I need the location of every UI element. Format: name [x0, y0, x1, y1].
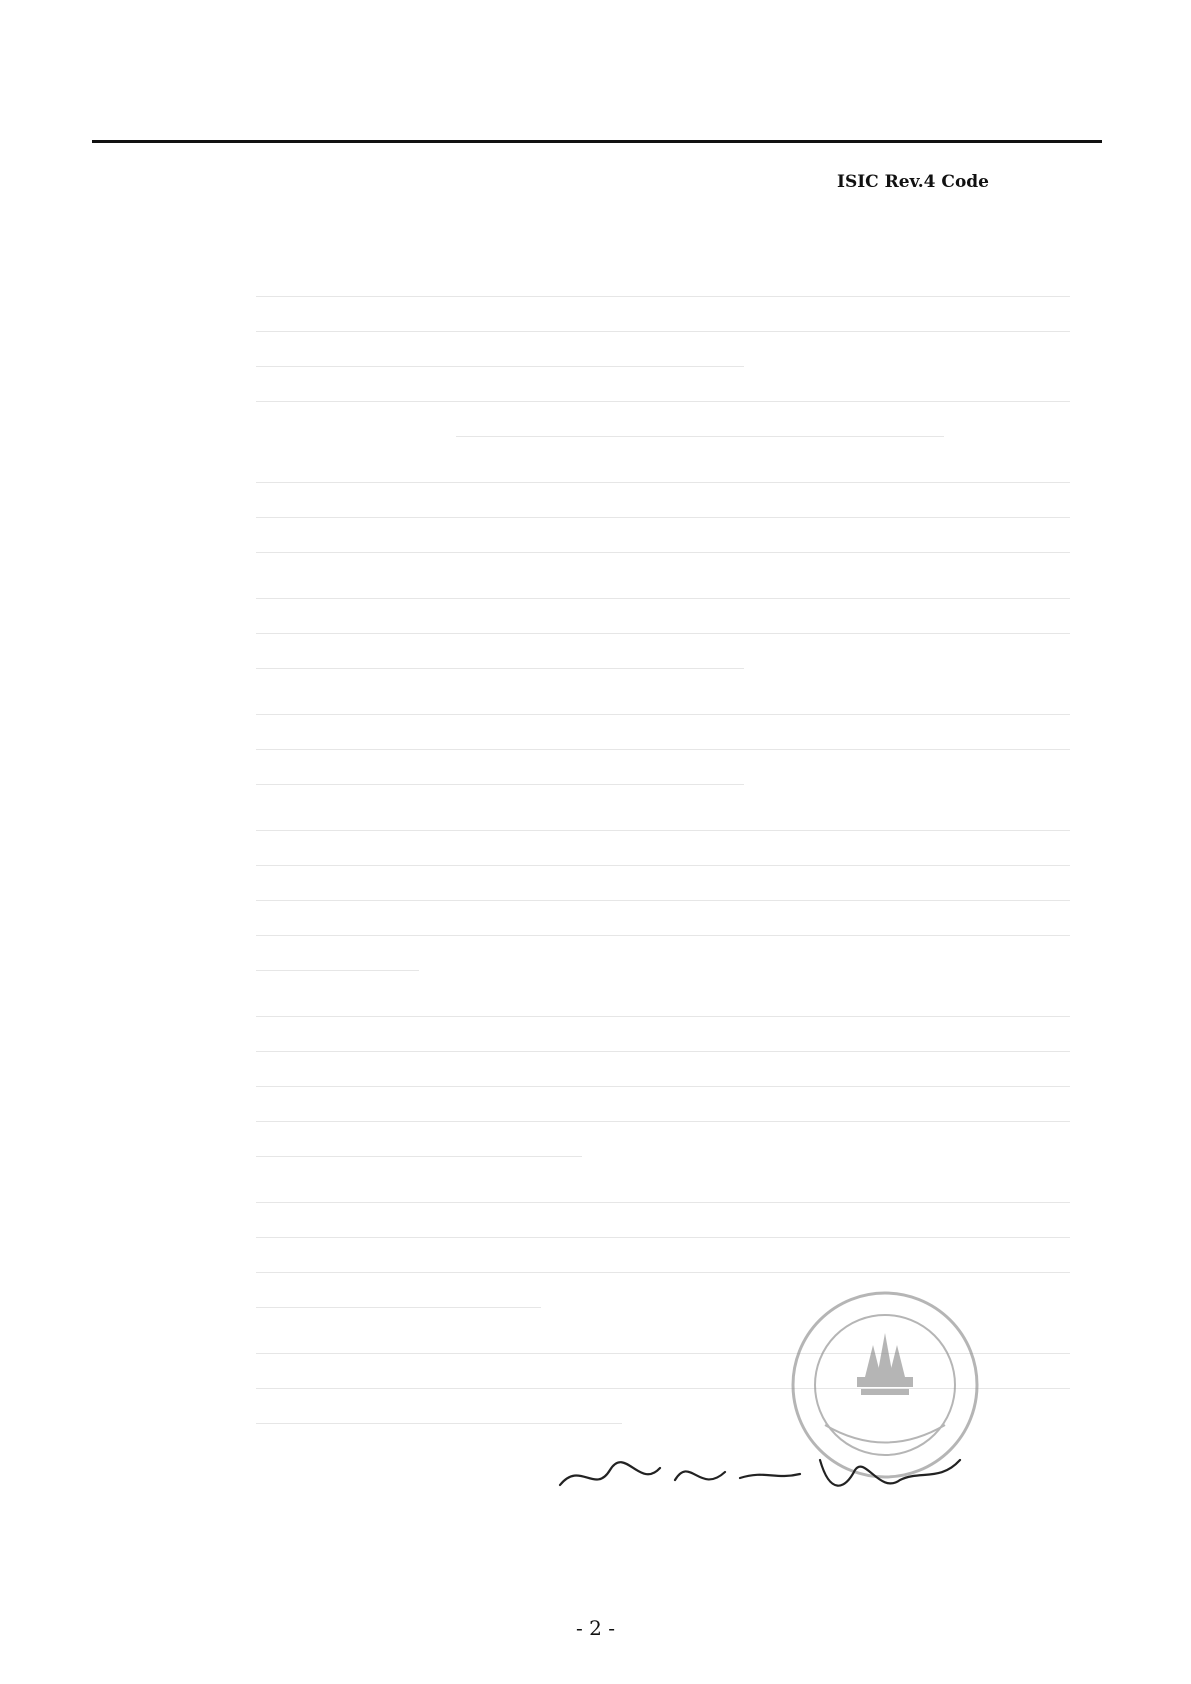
article-5: [150, 680, 1070, 785]
gazette-header: [92, 88, 1102, 136]
article-line: [256, 1238, 1070, 1273]
isic-label: ISIC Rev.4 Code: [837, 172, 989, 192]
article-line: [256, 367, 1070, 402]
article-line: [256, 936, 419, 971]
article-line: [256, 796, 1070, 831]
article-line: [256, 448, 1070, 483]
article-line: [256, 1273, 541, 1308]
article-text: [256, 680, 1070, 785]
article-2: [150, 262, 1070, 437]
article-line: [256, 262, 1070, 297]
article-line: [256, 750, 744, 785]
product-row: [262, 203, 1022, 234]
article-line: [256, 1052, 1070, 1087]
articles-body: [150, 262, 1070, 1435]
article-7: [150, 982, 1070, 1157]
article-line: [256, 634, 744, 669]
article-text: [256, 982, 1070, 1157]
article-line: [256, 831, 1070, 866]
article-text: [256, 796, 1070, 971]
article-line: [256, 715, 1070, 750]
handwritten-signature: [550, 1440, 970, 1510]
article-line: [256, 483, 1070, 518]
article-line: [256, 564, 1070, 599]
product-row: [262, 234, 1022, 265]
article-line: [256, 297, 1070, 332]
article-4: [150, 564, 1070, 669]
article-3: [150, 448, 1070, 553]
article-line: [256, 1203, 1070, 1238]
article-line: [456, 402, 944, 437]
article-line: [256, 1168, 1070, 1203]
article-line: [256, 1122, 582, 1157]
article-line: [256, 599, 1070, 634]
article-line: [256, 680, 1070, 715]
article-6: [150, 796, 1070, 971]
article-line: [256, 518, 1070, 553]
page-number: - 2 -: [576, 1616, 615, 1640]
header-rule: [92, 140, 1102, 143]
article-text: [256, 564, 1070, 669]
article-line: [256, 332, 744, 367]
product-table-heading: [262, 172, 1022, 203]
article-text: [256, 448, 1070, 553]
article-line: [256, 866, 1070, 901]
product-code-table: [262, 172, 1022, 265]
article-line: [256, 901, 1070, 936]
article-line: [256, 1087, 1070, 1122]
article-line: [256, 1389, 622, 1424]
article-line: [256, 1017, 1070, 1052]
article-text: [256, 262, 1070, 437]
article-line: [256, 982, 1070, 1017]
